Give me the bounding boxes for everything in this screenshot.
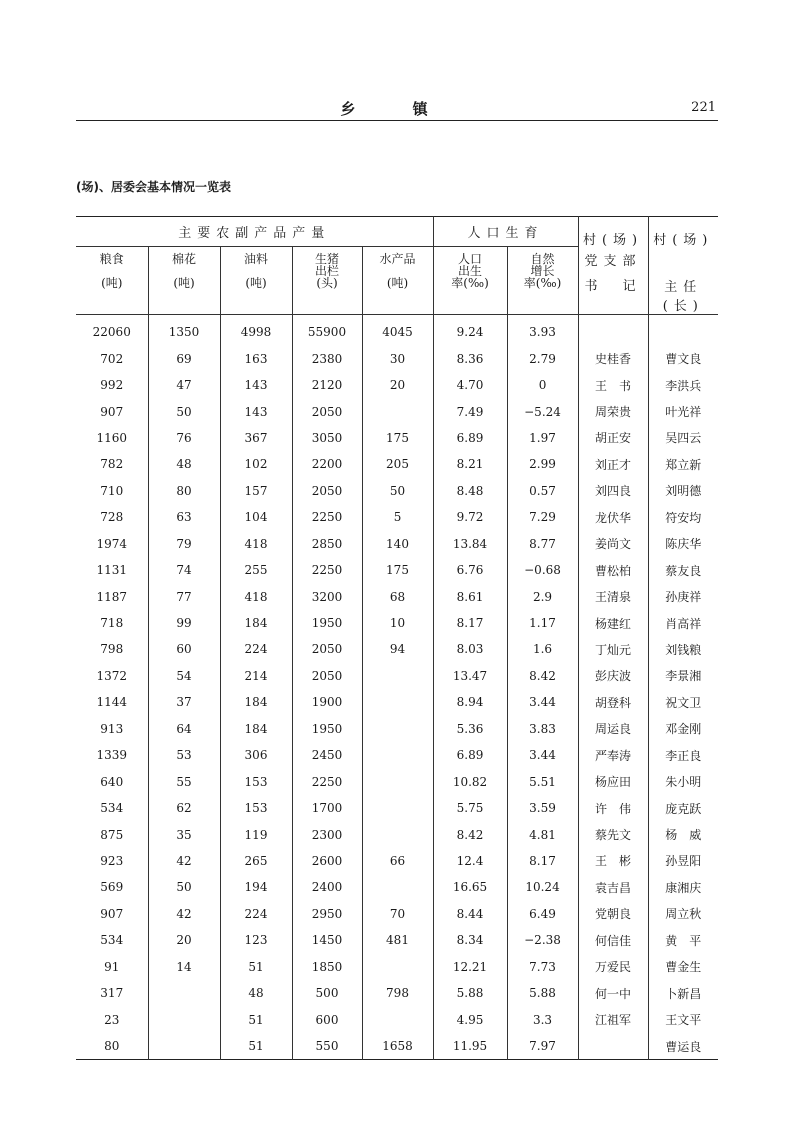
growth-rate-cell: 3.44 [507, 689, 578, 715]
table-row [76, 848, 718, 874]
table-row [76, 583, 718, 609]
secretary-cell: 党朝良 [578, 901, 648, 927]
oil-cell: 224 [220, 636, 292, 662]
grain-cell: 907 [100, 906, 124, 921]
grain-cell: 710 [100, 483, 124, 498]
growth-rate-cell: 8.17 [507, 848, 578, 874]
oil-cell: 255 [220, 557, 292, 583]
aquatic-cell [362, 768, 433, 794]
grain-cell: 569 [100, 880, 124, 895]
oil-cell: 51 [220, 1033, 292, 1060]
table-caption: (场)、居委会基本情况一览表 [76, 180, 231, 194]
pig-cell: 2050 [292, 398, 362, 424]
grain-cell: 728 [100, 510, 124, 525]
director-cell: 康湘庆 [648, 874, 718, 900]
pig-cell: 3050 [292, 425, 362, 451]
cotton-cell: 48 [148, 451, 220, 477]
pig-cell: 2120 [292, 372, 362, 398]
grain-cell: 907 [100, 404, 124, 419]
pig-cell: 1450 [292, 927, 362, 953]
cotton-cell [148, 1033, 220, 1060]
grain-cell: 992 [100, 378, 124, 393]
oil-cell: 4998 [220, 315, 292, 346]
grain-cell: 1974 [96, 536, 128, 551]
cotton-cell: 20 [148, 927, 220, 953]
pig-cell: 600 [292, 1006, 362, 1032]
table-body [76, 315, 718, 1060]
pig-cell: 2200 [292, 451, 362, 477]
secretary-cell: 周荣贵 [578, 398, 648, 424]
aquatic-cell [362, 1006, 433, 1032]
growth-rate-cell: 1.97 [507, 425, 578, 451]
grain-cell: 798 [100, 642, 124, 657]
grain-header: 粮食 (吨) [76, 246, 148, 314]
table-row [76, 636, 718, 662]
birth-rate-cell: 4.70 [433, 372, 507, 398]
growth-rate-cell: −5.24 [507, 398, 578, 424]
cotton-header: 棉花 (吨) [148, 246, 220, 314]
section-title: 乡 镇 [340, 100, 454, 118]
director-cell: 庞克跃 [648, 795, 718, 821]
table-row [76, 742, 718, 768]
oil-cell: 163 [220, 345, 292, 371]
table-row [76, 821, 718, 847]
oil-cell: 123 [220, 927, 292, 953]
secretary-cell: 何信佳 [578, 927, 648, 953]
growth-rate-cell: 10.24 [507, 874, 578, 900]
pig-cell: 550 [292, 1033, 362, 1060]
cotton-cell: 35 [148, 821, 220, 847]
aquatic-cell [362, 954, 433, 980]
grain-cell: 913 [100, 721, 124, 736]
secretary-cell: 王 书 [578, 372, 648, 398]
pig-cell: 2850 [292, 531, 362, 557]
cotton-cell: 55 [148, 768, 220, 794]
birth-rate-cell: 11.95 [433, 1033, 507, 1060]
secretary-cell: 何一中 [578, 980, 648, 1006]
pig-cell: 2250 [292, 557, 362, 583]
director-cell: 肖高祥 [648, 610, 718, 636]
oil-cell: 157 [220, 478, 292, 504]
oil-cell: 184 [220, 716, 292, 742]
cotton-cell: 74 [148, 557, 220, 583]
cotton-cell: 69 [148, 345, 220, 371]
pig-cell: 500 [292, 980, 362, 1006]
cotton-cell: 1350 [148, 315, 220, 346]
oil-cell: 418 [220, 583, 292, 609]
growth-rate-cell: 0.57 [507, 478, 578, 504]
group-header-products: 主要农副产品产量 [76, 217, 433, 247]
secretary-cell: 丁灿元 [578, 636, 648, 662]
director-cell: 孙庚祥 [648, 583, 718, 609]
birth-rate-cell: 16.65 [433, 874, 507, 900]
secretary-cell [578, 1033, 648, 1060]
birth-rate-cell: 8.94 [433, 689, 507, 715]
birth-rate-cell: 5.88 [433, 980, 507, 1006]
oil-cell: 153 [220, 768, 292, 794]
aquatic-cell: 481 [362, 927, 433, 953]
oil-cell: 418 [220, 531, 292, 557]
director-cell: 曹文良 [648, 345, 718, 371]
director-cell: 李景湘 [648, 663, 718, 689]
growth-rate-cell: 3.93 [507, 315, 578, 346]
growth-rate-cell: 1.6 [507, 636, 578, 662]
page-number: 221 [691, 100, 716, 115]
birth-rate-cell: 8.36 [433, 345, 507, 371]
oil-cell: 214 [220, 663, 292, 689]
secretary-cell: 姜尚文 [578, 531, 648, 557]
growth-rate-cell: 8.77 [507, 531, 578, 557]
cotton-cell: 42 [148, 848, 220, 874]
aquatic-cell [362, 663, 433, 689]
table-row [76, 557, 718, 583]
aquatic-cell: 140 [362, 531, 433, 557]
secretary-cell: 刘正才 [578, 451, 648, 477]
director-cell: 刘明德 [648, 478, 718, 504]
oil-cell: 48 [220, 980, 292, 1006]
oil-cell: 153 [220, 795, 292, 821]
pig-cell: 2300 [292, 821, 362, 847]
birth-rate-cell: 8.21 [433, 451, 507, 477]
growth-rate-cell: 5.88 [507, 980, 578, 1006]
table-row [76, 954, 718, 980]
pig-cell: 1950 [292, 610, 362, 636]
oil-cell: 265 [220, 848, 292, 874]
pig-cell: 2050 [292, 636, 362, 662]
growth-rate-cell: 3.59 [507, 795, 578, 821]
oil-cell: 367 [220, 425, 292, 451]
director-cell: 朱小明 [648, 768, 718, 794]
aquatic-cell: 70 [362, 901, 433, 927]
secretary-cell [578, 315, 648, 346]
aquatic-cell: 50 [362, 478, 433, 504]
aquatic-cell [362, 742, 433, 768]
aquatic-cell: 175 [362, 425, 433, 451]
oil-cell: 194 [220, 874, 292, 900]
cotton-cell: 50 [148, 398, 220, 424]
director-cell: 祝文卫 [648, 689, 718, 715]
birth-rate-cell: 8.44 [433, 901, 507, 927]
pig-cell: 2950 [292, 901, 362, 927]
birth-rate-cell: 6.76 [433, 557, 507, 583]
growth-rate-cell: 7.29 [507, 504, 578, 530]
table-row [76, 689, 718, 715]
director-cell [648, 315, 718, 346]
aquatic-cell: 205 [362, 451, 433, 477]
secretary-cell: 龙伏华 [578, 504, 648, 530]
growth-rate-cell: 5.51 [507, 768, 578, 794]
growth-rate-cell: −0.68 [507, 557, 578, 583]
pig-cell: 2250 [292, 768, 362, 794]
cotton-cell: 37 [148, 689, 220, 715]
table-row [76, 398, 718, 424]
growth-rate-cell: 0 [507, 372, 578, 398]
director-cell: 孙昱阳 [648, 848, 718, 874]
pig-cell: 2380 [292, 345, 362, 371]
table-row [76, 531, 718, 557]
cotton-cell: 62 [148, 795, 220, 821]
director-cell: 周立秋 [648, 901, 718, 927]
secretary-cell: 刘四良 [578, 478, 648, 504]
table-row [76, 901, 718, 927]
birth-rate-cell: 8.17 [433, 610, 507, 636]
pig-cell: 1850 [292, 954, 362, 980]
secretary-cell: 王清泉 [578, 583, 648, 609]
secretary-cell: 万爱民 [578, 954, 648, 980]
table-row [76, 315, 718, 346]
secretary-cell: 胡登科 [578, 689, 648, 715]
grain-cell: 534 [100, 933, 124, 948]
table-row [76, 1006, 718, 1032]
aquatic-cell [362, 874, 433, 900]
group-header-population: 人口生育 [433, 217, 578, 247]
director-cell: 陈庆华 [648, 531, 718, 557]
oil-cell: 104 [220, 504, 292, 530]
grain-cell: 702 [100, 351, 124, 366]
director-cell: 刘钱粮 [648, 636, 718, 662]
cotton-cell: 79 [148, 531, 220, 557]
aquatic-cell: 1658 [362, 1033, 433, 1060]
aquatic-cell: 4045 [362, 315, 433, 346]
secretary-cell: 许 伟 [578, 795, 648, 821]
oil-cell: 143 [220, 372, 292, 398]
grain-cell: 1160 [96, 430, 128, 445]
aquatic-cell: 68 [362, 583, 433, 609]
grain-cell: 23 [104, 1012, 120, 1027]
cotton-cell: 50 [148, 874, 220, 900]
birth-rate-cell: 12.4 [433, 848, 507, 874]
director-cell: 黄 平 [648, 927, 718, 953]
grain-cell: 22060 [92, 325, 131, 340]
secretary-cell: 史桂香 [578, 345, 648, 371]
table-row [76, 425, 718, 451]
secretary-cell: 杨建红 [578, 610, 648, 636]
director-cell: 李洪兵 [648, 372, 718, 398]
birth-rate-cell: 7.49 [433, 398, 507, 424]
table-row [76, 980, 718, 1006]
pig-cell: 2050 [292, 478, 362, 504]
pig-cell: 55900 [292, 315, 362, 346]
birth-rate-cell: 12.21 [433, 954, 507, 980]
secretary-cell: 江祖军 [578, 1006, 648, 1032]
cotton-cell: 77 [148, 583, 220, 609]
cotton-cell: 53 [148, 742, 220, 768]
cotton-cell: 63 [148, 504, 220, 530]
cotton-cell: 14 [148, 954, 220, 980]
growth-rate-cell: −2.38 [507, 927, 578, 953]
grain-cell: 91 [104, 959, 120, 974]
growth-rate-cell: 8.42 [507, 663, 578, 689]
grain-cell: 1144 [96, 695, 128, 710]
table-row [76, 610, 718, 636]
table-row [76, 478, 718, 504]
growth-rate-cell: 7.73 [507, 954, 578, 980]
table-row [76, 451, 718, 477]
table-row [76, 716, 718, 742]
grain-cell: 1339 [96, 748, 128, 763]
pig-cell: 2600 [292, 848, 362, 874]
oil-cell: 306 [220, 742, 292, 768]
cotton-cell: 42 [148, 901, 220, 927]
growth-rate-cell: 2.99 [507, 451, 578, 477]
growth-rate-cell: 3.83 [507, 716, 578, 742]
grain-cell: 80 [104, 1039, 120, 1054]
director-header: 村(场) 主任(长) [648, 217, 718, 315]
secretary-cell: 周运良 [578, 716, 648, 742]
village-statistics-table [76, 216, 718, 1060]
oil-cell: 184 [220, 610, 292, 636]
birth-rate-cell: 8.48 [433, 478, 507, 504]
oil-cell: 119 [220, 821, 292, 847]
growth-rate-cell: 2.79 [507, 345, 578, 371]
birth-rate-cell: 13.47 [433, 663, 507, 689]
director-cell: 郑立新 [648, 451, 718, 477]
secretary-cell: 袁吉昌 [578, 874, 648, 900]
aquatic-cell: 30 [362, 345, 433, 371]
aquatic-cell: 175 [362, 557, 433, 583]
table-row [76, 874, 718, 900]
table-row [76, 1033, 718, 1060]
secretary-cell: 王 彬 [578, 848, 648, 874]
aquatic-cell [362, 821, 433, 847]
aquatic-cell: 5 [362, 504, 433, 530]
pig-cell: 2050 [292, 663, 362, 689]
director-cell: 吴四云 [648, 425, 718, 451]
birth-rate-cell: 9.24 [433, 315, 507, 346]
aquatic-cell [362, 398, 433, 424]
table-row [76, 504, 718, 530]
director-cell: 卜新昌 [648, 980, 718, 1006]
growth-rate-cell: 4.81 [507, 821, 578, 847]
director-cell: 叶光祥 [648, 398, 718, 424]
grain-cell: 317 [100, 986, 124, 1001]
table-row [76, 795, 718, 821]
growth-rate-cell: 7.97 [507, 1033, 578, 1060]
pig-cell: 1900 [292, 689, 362, 715]
cotton-cell: 76 [148, 425, 220, 451]
director-cell: 符安均 [648, 504, 718, 530]
cotton-cell [148, 1006, 220, 1032]
grain-cell: 1372 [96, 668, 128, 683]
oil-cell: 143 [220, 398, 292, 424]
table-row [76, 372, 718, 398]
director-cell: 蔡友良 [648, 557, 718, 583]
table-row [76, 927, 718, 953]
table-row [76, 768, 718, 794]
birth-rate-cell: 5.75 [433, 795, 507, 821]
oil-cell: 184 [220, 689, 292, 715]
secretary-cell: 严奉涛 [578, 742, 648, 768]
grain-cell: 640 [100, 774, 124, 789]
secretary-cell: 杨应田 [578, 768, 648, 794]
aquatic-cell: 10 [362, 610, 433, 636]
cotton-cell: 54 [148, 663, 220, 689]
running-header [76, 96, 718, 121]
growth-rate-cell: 3.44 [507, 742, 578, 768]
pig-cell: 3200 [292, 583, 362, 609]
grain-cell: 875 [100, 827, 124, 842]
oil-cell: 51 [220, 954, 292, 980]
birth-rate-cell: 8.61 [433, 583, 507, 609]
cotton-cell: 60 [148, 636, 220, 662]
birth-rate-cell: 8.03 [433, 636, 507, 662]
pig-header: 生猪 出栏 (头) [292, 246, 362, 314]
aquatic-cell [362, 689, 433, 715]
table-row [76, 663, 718, 689]
grain-cell: 534 [100, 801, 124, 816]
grain-cell: 923 [100, 853, 124, 868]
pig-cell: 2250 [292, 504, 362, 530]
cotton-cell: 64 [148, 716, 220, 742]
birth-rate-cell: 9.72 [433, 504, 507, 530]
growth-rate-cell: 6.49 [507, 901, 578, 927]
cotton-cell: 80 [148, 478, 220, 504]
birth-rate-cell: 4.95 [433, 1006, 507, 1032]
oil-cell: 102 [220, 451, 292, 477]
growth-rate-header: 自然 增长 率(‰) [507, 246, 578, 314]
director-cell: 曹运良 [648, 1033, 718, 1060]
secretary-cell: 曹松柏 [578, 557, 648, 583]
aquatic-header: 水产品 (吨) [362, 246, 433, 314]
cotton-cell: 47 [148, 372, 220, 398]
director-cell: 杨 威 [648, 821, 718, 847]
secretary-header: 村(场) 党支部 书 记 [578, 217, 648, 315]
oil-cell: 224 [220, 901, 292, 927]
aquatic-cell [362, 716, 433, 742]
birth-rate-cell: 8.34 [433, 927, 507, 953]
birth-rate-cell: 13.84 [433, 531, 507, 557]
grain-cell: 782 [100, 457, 124, 472]
birth-rate-cell: 8.42 [433, 821, 507, 847]
growth-rate-cell: 2.9 [507, 583, 578, 609]
birth-rate-cell: 6.89 [433, 425, 507, 451]
aquatic-cell [362, 795, 433, 821]
birth-rate-cell: 5.36 [433, 716, 507, 742]
secretary-cell: 蔡先文 [578, 821, 648, 847]
director-cell: 李正良 [648, 742, 718, 768]
pig-cell: 2400 [292, 874, 362, 900]
secretary-cell: 胡正安 [578, 425, 648, 451]
oil-header: 油料 (吨) [220, 246, 292, 314]
aquatic-cell: 20 [362, 372, 433, 398]
cotton-cell: 99 [148, 610, 220, 636]
director-cell: 曹金生 [648, 954, 718, 980]
oil-cell: 51 [220, 1006, 292, 1032]
cotton-cell [148, 980, 220, 1006]
pig-cell: 1950 [292, 716, 362, 742]
director-cell: 王文平 [648, 1006, 718, 1032]
aquatic-cell: 66 [362, 848, 433, 874]
growth-rate-cell: 1.17 [507, 610, 578, 636]
secretary-cell: 彭庆波 [578, 663, 648, 689]
table-row [76, 345, 718, 371]
growth-rate-cell: 3.3 [507, 1006, 578, 1032]
birth-rate-cell: 10.82 [433, 768, 507, 794]
birth-rate-header: 人口 出生 率(‰) [433, 246, 507, 314]
pig-cell: 1700 [292, 795, 362, 821]
aquatic-cell: 798 [362, 980, 433, 1006]
pig-cell: 2450 [292, 742, 362, 768]
grain-cell: 1131 [96, 563, 128, 578]
grain-cell: 1187 [96, 589, 128, 604]
aquatic-cell: 94 [362, 636, 433, 662]
director-cell: 邓金刚 [648, 716, 718, 742]
grain-cell: 718 [100, 616, 124, 631]
birth-rate-cell: 6.89 [433, 742, 507, 768]
